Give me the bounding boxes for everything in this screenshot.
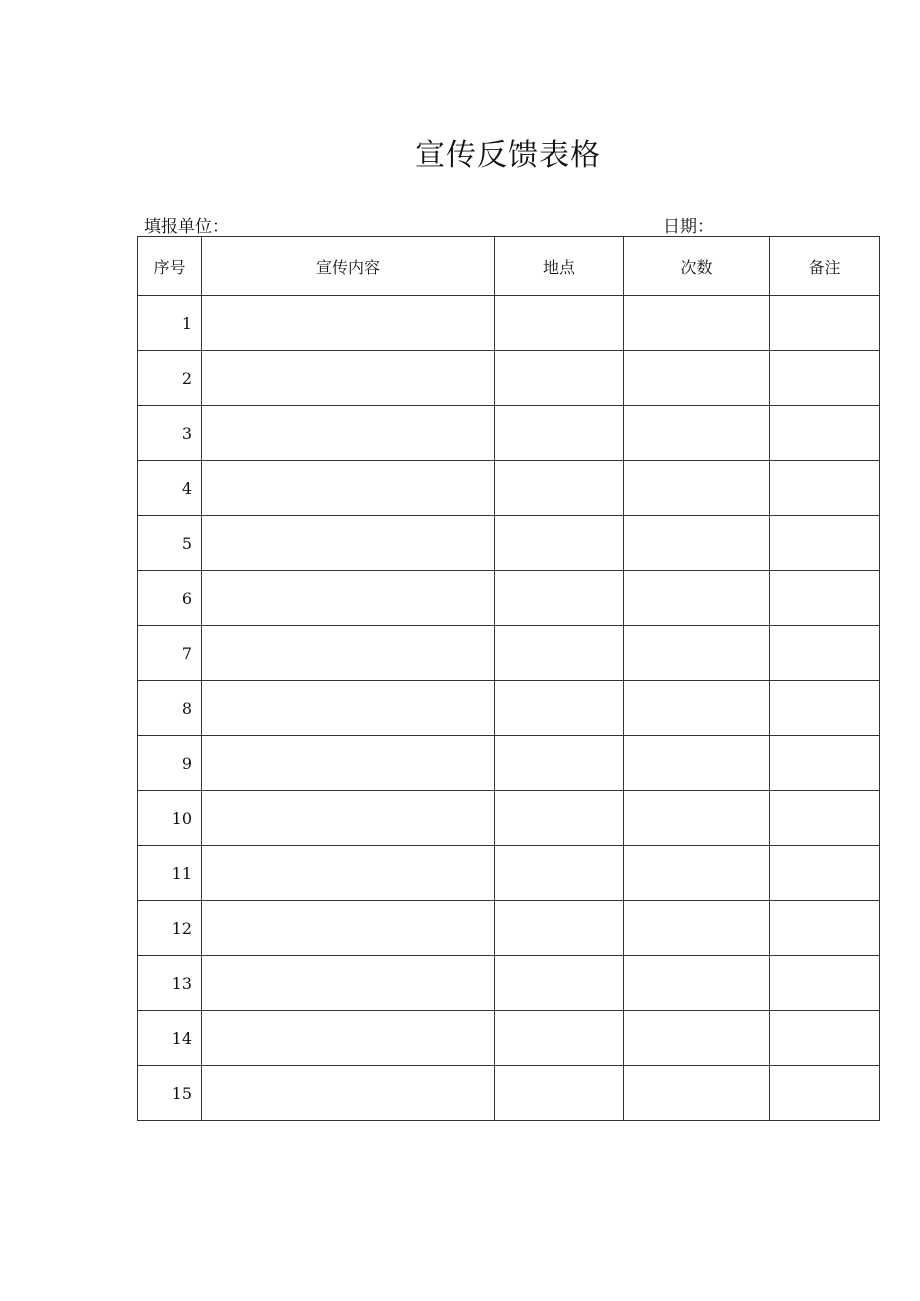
- remarks-cell[interactable]: [770, 296, 880, 351]
- row-number: 6: [138, 571, 202, 626]
- page-title: 宣传反馈表格: [415, 138, 601, 173]
- row-number: 12: [138, 901, 202, 956]
- remarks-cell[interactable]: [770, 351, 880, 406]
- location-cell[interactable]: [495, 1066, 624, 1121]
- content-cell[interactable]: [202, 461, 495, 516]
- row-number: 14: [138, 1011, 202, 1066]
- row-number: 2: [138, 351, 202, 406]
- content-cell[interactable]: [202, 846, 495, 901]
- location-cell[interactable]: [495, 901, 624, 956]
- count-cell[interactable]: [624, 956, 770, 1011]
- header-serial-number: 序号: [138, 237, 202, 296]
- content-cell[interactable]: [202, 956, 495, 1011]
- content-cell[interactable]: [202, 791, 495, 846]
- header-count: 次数: [624, 237, 770, 296]
- table-row: [138, 901, 880, 956]
- table-row: [138, 681, 880, 736]
- content-cell[interactable]: [202, 736, 495, 791]
- row-number: 3: [138, 406, 202, 461]
- table-row: [138, 296, 880, 351]
- table-row: [138, 406, 880, 461]
- count-cell[interactable]: [624, 1011, 770, 1066]
- remarks-cell[interactable]: [770, 901, 880, 956]
- header-location: 地点: [495, 237, 624, 296]
- count-cell[interactable]: [624, 296, 770, 351]
- remarks-cell[interactable]: [770, 516, 880, 571]
- content-cell[interactable]: [202, 516, 495, 571]
- table-row: [138, 736, 880, 791]
- location-cell[interactable]: [495, 736, 624, 791]
- count-cell[interactable]: [624, 406, 770, 461]
- table-row: [138, 956, 880, 1011]
- location-cell[interactable]: [495, 296, 624, 351]
- count-cell[interactable]: [624, 901, 770, 956]
- header-remarks: 备注: [770, 237, 880, 296]
- row-number: 1: [138, 296, 202, 351]
- row-number: 8: [138, 681, 202, 736]
- content-cell[interactable]: [202, 901, 495, 956]
- table-row: [138, 846, 880, 901]
- location-cell[interactable]: [495, 681, 624, 736]
- content-cell[interactable]: [202, 1011, 495, 1066]
- remarks-cell[interactable]: [770, 1011, 880, 1066]
- location-cell[interactable]: [495, 406, 624, 461]
- location-cell[interactable]: [495, 846, 624, 901]
- remarks-cell[interactable]: [770, 846, 880, 901]
- remarks-cell[interactable]: [770, 626, 880, 681]
- reporting-unit-label: 填报单位：: [144, 217, 229, 237]
- location-cell[interactable]: [495, 956, 624, 1011]
- count-cell[interactable]: [624, 516, 770, 571]
- header-row: [138, 237, 880, 296]
- row-number: 4: [138, 461, 202, 516]
- location-cell[interactable]: [495, 351, 624, 406]
- location-cell[interactable]: [495, 791, 624, 846]
- header-content: 宣传内容: [202, 237, 495, 296]
- table-row: [138, 351, 880, 406]
- location-cell[interactable]: [495, 571, 624, 626]
- location-cell[interactable]: [495, 516, 624, 571]
- location-cell[interactable]: [495, 461, 624, 516]
- row-number: 10: [138, 791, 202, 846]
- row-number: 11: [138, 846, 202, 901]
- date-label: 日期：: [663, 217, 714, 237]
- row-number: 15: [138, 1066, 202, 1121]
- row-number: 7: [138, 626, 202, 681]
- table-row: [138, 1011, 880, 1066]
- remarks-cell[interactable]: [770, 736, 880, 791]
- table-row: [138, 791, 880, 846]
- location-cell[interactable]: [495, 1011, 624, 1066]
- table-row: [138, 461, 880, 516]
- row-number: 13: [138, 956, 202, 1011]
- content-cell[interactable]: [202, 681, 495, 736]
- count-cell[interactable]: [624, 791, 770, 846]
- remarks-cell[interactable]: [770, 681, 880, 736]
- content-cell[interactable]: [202, 406, 495, 461]
- count-cell[interactable]: [624, 461, 770, 516]
- count-cell[interactable]: [624, 846, 770, 901]
- remarks-cell[interactable]: [770, 956, 880, 1011]
- count-cell[interactable]: [624, 736, 770, 791]
- row-number: 5: [138, 516, 202, 571]
- table-row: [138, 516, 880, 571]
- count-cell[interactable]: [624, 681, 770, 736]
- table-row: [138, 571, 880, 626]
- remarks-cell[interactable]: [770, 406, 880, 461]
- count-cell[interactable]: [624, 626, 770, 681]
- remarks-cell[interactable]: [770, 461, 880, 516]
- remarks-cell[interactable]: [770, 1066, 880, 1121]
- content-cell[interactable]: [202, 351, 495, 406]
- content-cell[interactable]: [202, 1066, 495, 1121]
- content-cell[interactable]: [202, 626, 495, 681]
- count-cell[interactable]: [624, 571, 770, 626]
- content-cell[interactable]: [202, 296, 495, 351]
- count-cell[interactable]: [624, 1066, 770, 1121]
- remarks-cell[interactable]: [770, 571, 880, 626]
- row-number: 9: [138, 736, 202, 791]
- content-cell[interactable]: [202, 571, 495, 626]
- table-row: [138, 1066, 880, 1121]
- feedback-table: [137, 236, 880, 1121]
- count-cell[interactable]: [624, 351, 770, 406]
- table-row: [138, 626, 880, 681]
- location-cell[interactable]: [495, 626, 624, 681]
- remarks-cell[interactable]: [770, 791, 880, 846]
